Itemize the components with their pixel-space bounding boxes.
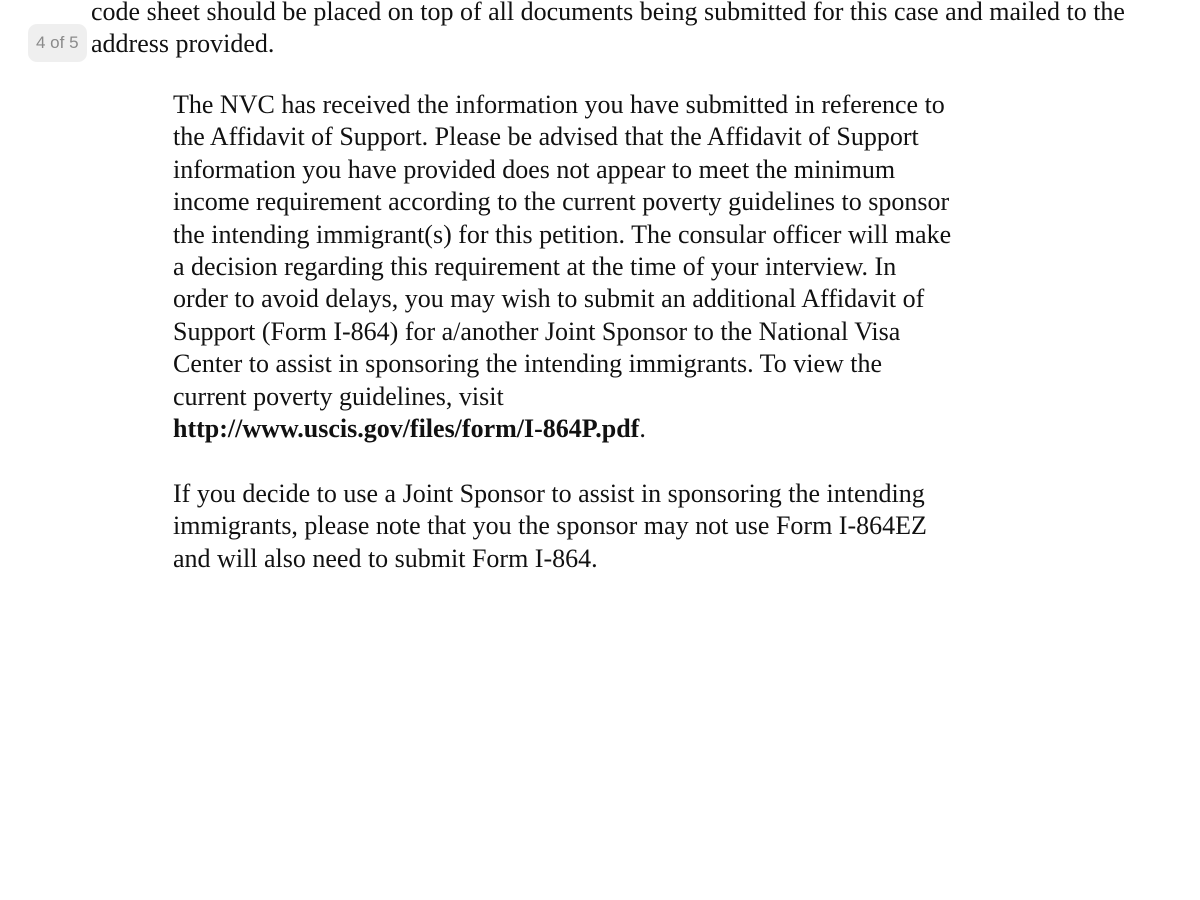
text-line: a decision regarding this requirement at the time of your interview. In (173, 252, 897, 282)
text-line: code sheet should be placed on top of all documents being submitted for this case and mailed to the (91, 0, 1125, 26)
text-line: The NVC has received the information you have submitted in reference to (173, 90, 945, 119)
text-line: the intending immigrant(s) for this petition. The consular officer will make (173, 219, 952, 249)
poverty-guidelines-link[interactable]: http://www.uscis.gov/files/form/I-864P.pdf (173, 414, 640, 444)
text-line: order to avoid delays, you may wish to submit an additional Affidavit of (173, 284, 925, 314)
letter-body (173, 89, 1043, 575)
paragraph-joint-sponsor (173, 478, 1043, 575)
text-line: If you decide to use a Joint Sponsor to assist in sponsoring the intending (173, 478, 925, 508)
top-continuation-text (91, 0, 1196, 60)
url-line (173, 413, 1043, 445)
text-line: address provided. (91, 29, 275, 58)
text-line: current poverty guidelines, visit (173, 381, 504, 411)
text-line: information you have provided does not appear to meet the minimum (173, 154, 896, 184)
paragraph-affidavit-notice (173, 89, 1043, 445)
paragraph-gap (173, 445, 1043, 477)
page-indicator: 4 of 5 (28, 24, 87, 62)
text-line: the Affidavit of Support. Please be advised that the Affidavit of Support (173, 122, 919, 152)
text-line: Support (Form I-864) for a/another Joint Sponsor to the National Visa (173, 316, 901, 346)
text-line: immigrants, please note that you the sponsor may not use Form I-864EZ (173, 511, 927, 541)
text-line: Center to assist in sponsoring the intending immigrants. To view the (173, 349, 883, 379)
text-line: income requirement according to the current poverty guidelines to sponsor (173, 187, 950, 217)
url-suffix: . (639, 414, 646, 444)
text-line: and will also need to submit Form I-864. (173, 543, 598, 573)
